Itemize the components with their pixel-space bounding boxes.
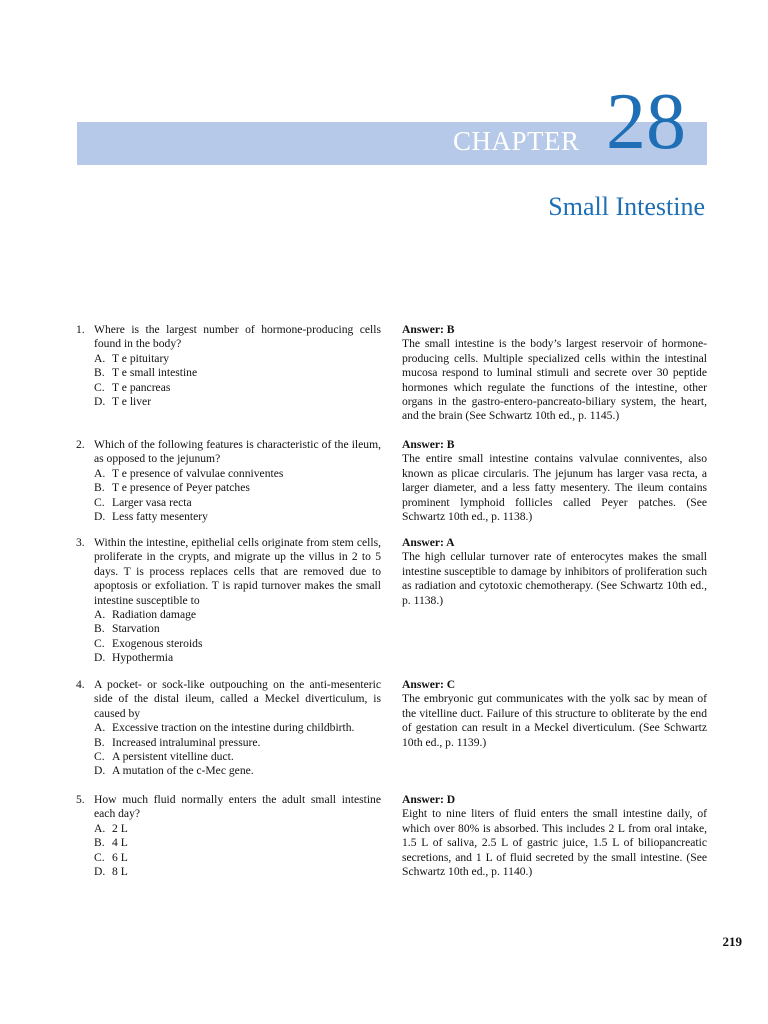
option xyxy=(76,496,381,510)
option-text: T e liver xyxy=(112,395,152,409)
question-number: 5. xyxy=(76,793,85,806)
question xyxy=(76,536,381,666)
question-text: How much fluid normally enters the adult small intestine each day? xyxy=(94,793,381,821)
option xyxy=(76,608,381,622)
question-number: 2. xyxy=(76,438,85,451)
option-letter: C. xyxy=(94,495,105,509)
option-text: Larger vasa recta xyxy=(112,495,192,509)
option-letter: A. xyxy=(94,721,106,735)
option xyxy=(76,395,381,409)
chapter-number: 28 xyxy=(606,78,686,166)
option-text: Radiation damage xyxy=(112,608,197,622)
option-text: Less fatty mesentery xyxy=(112,510,208,524)
option-letter: A. xyxy=(94,608,106,622)
option xyxy=(76,510,381,524)
answer-explanation: The entire small intestine contains valvulae conniventes, also known as plicae circularis. The jejunum has larger vasa recta, a larger diameter, and a less fatty mesentery. The ileum contains prominent lymphoid follicles called Peyer patches. (See Schwartz 10th ed., p. 1138.) xyxy=(402,452,707,524)
option xyxy=(76,750,381,764)
answer xyxy=(402,323,707,424)
option-letter: D. xyxy=(94,865,106,879)
option-text: 4 L xyxy=(112,836,128,850)
answer-explanation: The small intestine is the body’s largest reservoir of hormone-producing cells. Multiple specialized cells within the intestinal mucosa respond to luminal stimuli and secrete over 30 peptide hormones which regulate the functions of the intestine, other organs in the gastro-entero-pancreato-biliary system, the heart, and the brain (See Schwartz 10th ed., p. 1145.) xyxy=(402,337,707,423)
option-text: T e presence of Peyer patches xyxy=(112,481,250,495)
option-letter: B. xyxy=(94,836,105,850)
option xyxy=(76,637,381,651)
option-text: T e presence of valvulae conniventes xyxy=(112,466,284,480)
question xyxy=(76,438,381,524)
option-text: 8 L xyxy=(112,865,128,879)
option xyxy=(76,736,381,750)
option-letter: B. xyxy=(94,622,105,636)
option xyxy=(76,721,381,735)
option-letter: C. xyxy=(94,636,105,650)
option-text: Exogenous steroids xyxy=(112,636,203,650)
chapter-label: CHAPTER xyxy=(453,126,580,156)
question xyxy=(76,323,381,409)
option-text: Increased intraluminal pressure. xyxy=(112,735,261,749)
option-letter: B. xyxy=(94,481,105,495)
option xyxy=(76,836,381,850)
answer xyxy=(402,536,707,608)
answer-label: Answer: B xyxy=(402,438,455,451)
option-letter: D. xyxy=(94,651,106,665)
question-number: 1. xyxy=(76,323,85,336)
answer xyxy=(402,678,707,750)
option xyxy=(76,851,381,865)
option-letter: D. xyxy=(94,395,106,409)
question-number: 3. xyxy=(76,536,85,549)
option xyxy=(76,467,381,481)
answer-explanation: The high cellular turnover rate of enterocytes makes the small intestine susceptible to damage by inhibitors of proliferation such as radiation and cytotoxic chemotherapy. (See Schwartz 10th ed., p. 1138.) xyxy=(402,550,707,607)
answer xyxy=(402,438,707,524)
option-text: T e pituitary xyxy=(112,351,170,365)
option-letter: B. xyxy=(94,735,105,749)
option xyxy=(76,651,381,665)
answer-label: Answer: D xyxy=(402,793,456,806)
option-letter: B. xyxy=(94,366,105,380)
option xyxy=(76,865,381,879)
question xyxy=(76,678,381,779)
option-letter: D. xyxy=(94,510,106,524)
option xyxy=(76,366,381,380)
option-text: Starvation xyxy=(112,622,160,636)
question-text: Which of the following features is characteristic of the ileum, as opposed to the jejunum? xyxy=(94,438,381,466)
answer xyxy=(402,793,707,879)
option xyxy=(76,352,381,366)
question-text: Within the intestine, epithelial cells originate from stem cells, proliferate in the crypts, and migrate up the villus in 2 to 5 days. T is process replaces cells that are removed due to apoptosis or exfoliation. T is rapid turnover makes the small intestine susceptible to xyxy=(94,536,381,607)
option-letter: A. xyxy=(94,821,106,835)
answer-label: Answer: B xyxy=(402,323,455,336)
option-text: A persistent vitelline duct. xyxy=(112,750,234,764)
answer-explanation: The embryonic gut communicates with the yolk sac by mean of the vitelline duct. Failure of this structure to obliterate by the end of gestation can result in a Meckel diverticulum. (See Schwartz 10th ed., p. 1139.) xyxy=(402,692,707,749)
question-text: A pocket- or sock-like outpouching on the anti-mesenteric side of the distal ileum, called a Meckel diverticulum, is caused by xyxy=(94,678,381,720)
option-letter: C. xyxy=(94,850,105,864)
question-number: 4. xyxy=(76,678,85,691)
option-letter: A. xyxy=(94,466,106,480)
option xyxy=(76,381,381,395)
option-letter: D. xyxy=(94,764,106,778)
option xyxy=(76,764,381,778)
option-letter: C. xyxy=(94,380,105,394)
option-text: T e small intestine xyxy=(112,366,198,380)
page-number: 219 xyxy=(722,934,742,949)
option-text: T e pancreas xyxy=(112,380,171,394)
question-text: Where is the largest number of hormone-producing cells found in the body? xyxy=(94,323,381,351)
option xyxy=(76,822,381,836)
option-letter: A. xyxy=(94,351,106,365)
option-text: A mutation of the c-Mec gene. xyxy=(112,764,254,778)
option xyxy=(76,481,381,495)
option-text: Excessive traction on the intestine during childbirth. xyxy=(112,721,355,735)
answer-label: Answer: C xyxy=(402,678,456,691)
answer-explanation: Eight to nine liters of fluid enters the small intestine daily, of which over 80% is absorbed. This includes 2 L from oral intake, 1.5 L of saliva, 2.5 L of gastric juice, 1.5 L of biliopancreatic secretions, and 1 L of fluid secreted by the small intestine. (See Schwartz 10th ed., p. 1140.) xyxy=(402,807,707,879)
answer-label: Answer: A xyxy=(402,536,455,549)
chapter-title: Small Intestine xyxy=(548,192,705,221)
option-letter: C. xyxy=(94,750,105,764)
option-text: 6 L xyxy=(112,850,128,864)
option-text: 2 L xyxy=(112,821,128,835)
option xyxy=(76,622,381,636)
question xyxy=(76,793,381,879)
option-text: Hypothermia xyxy=(112,651,174,665)
